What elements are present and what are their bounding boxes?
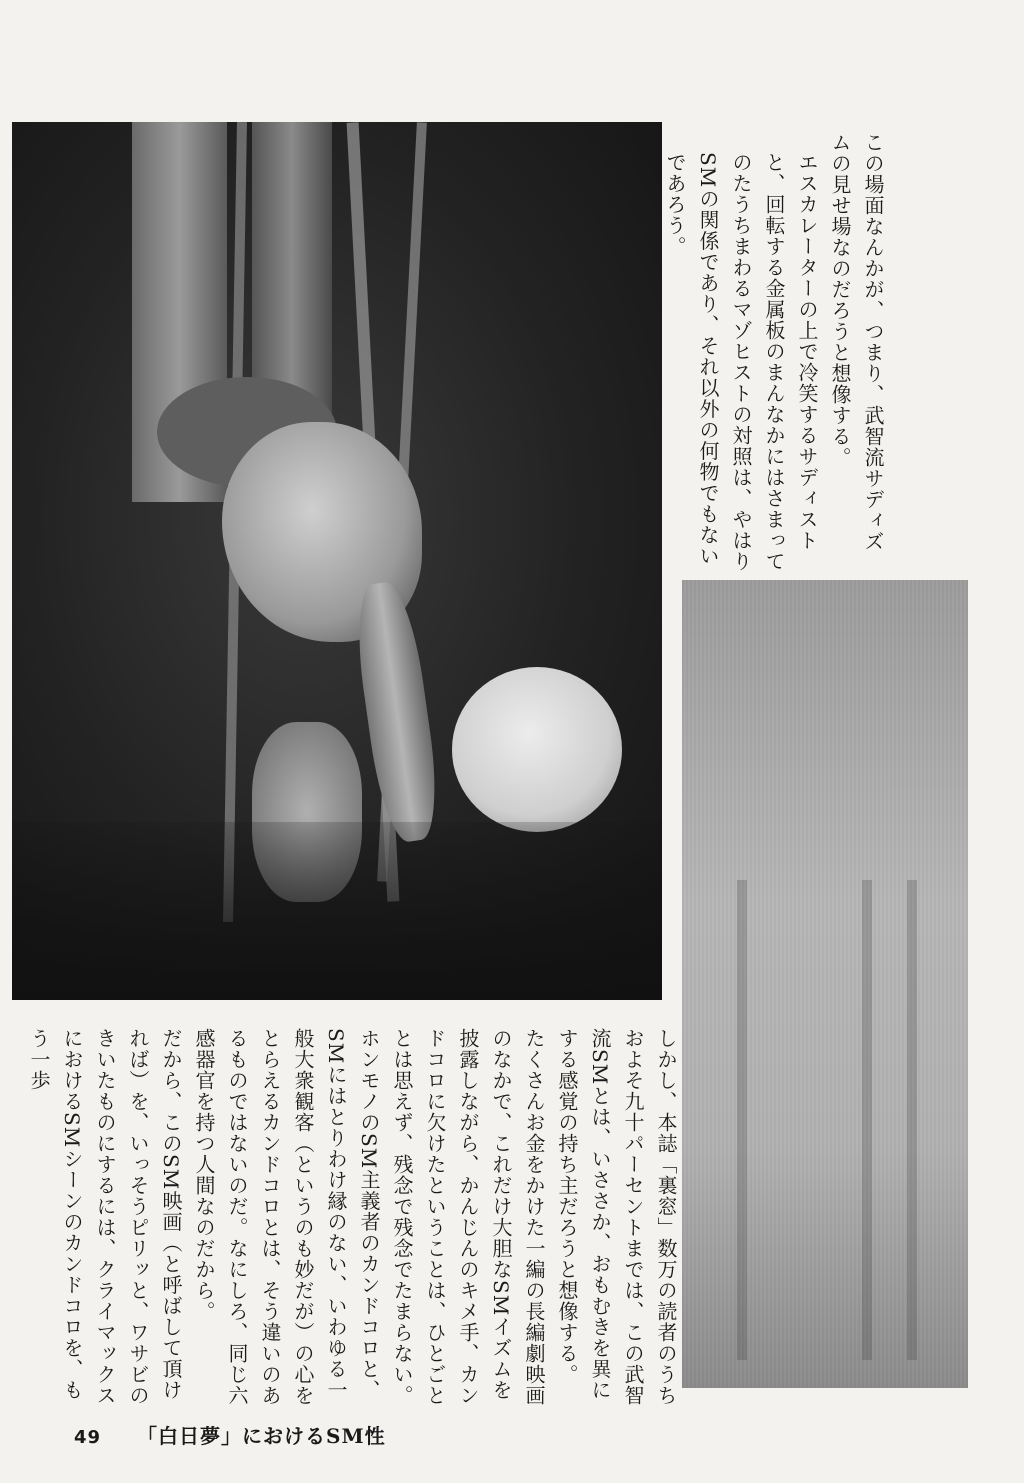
bright-orb [452,667,622,832]
paragraph: だから、このSM映画（と呼ばして頂ければ）を、いっそうピリッと、ワサビのきいたものにするには、クライマックスにおけるSMシーンのカンドコロを、もう一歩 [27,1028,183,1406]
paragraph: エスカレーターの上で冷笑するサディストと、回転する金属板のまんなかにはさまってのたうちまわるマゾヒストの対照は、やはりSMの関係であり、それ以外の何物でもないであろう。 [663,152,819,572]
article-text-bottom [22,1008,682,1408]
paragraph: しかし、本誌「裏窓」数万の読者のうちおよそ九十パーセントまでは、この武智流SMとは、いささか、おもむきを異にする感覚の持ち主だろうと想像する。 [555,1028,678,1406]
film-still-photo [12,122,662,1000]
blank-halftone-plate [682,580,968,1388]
figure-limb [349,579,445,845]
page-number: 49 [74,1427,102,1448]
page-footer [74,1420,386,1449]
running-title: 「白日夢」におけるSM性 [137,1424,386,1448]
article-text-top [658,132,889,572]
paragraph: ホンモノのSM主義者のカンドコロと、SMにはとりわけ縁のない、いわゆる一般大衆観客（というのも妙だが）の心をとらえるカンドコロとは、そう違いのあるものではないのだ。なにしろ、同じ六感器官を持つ人間なのだから。 [192,1028,381,1406]
ground-shadow [12,822,662,1000]
paragraph: この場面なんかが、つまり、武智流サディズムの見せ場なのだろうと想像する。 [828,132,885,552]
paragraph: たくさんお金をかけた一編の長編劇映画のなかで、これだけ大胆なSMイズムを披露しながら、かんじんのキメ手、カンドコロに欠けたということは、ひとごととは思えず、残念で残念でたまらない。 [390,1028,546,1406]
